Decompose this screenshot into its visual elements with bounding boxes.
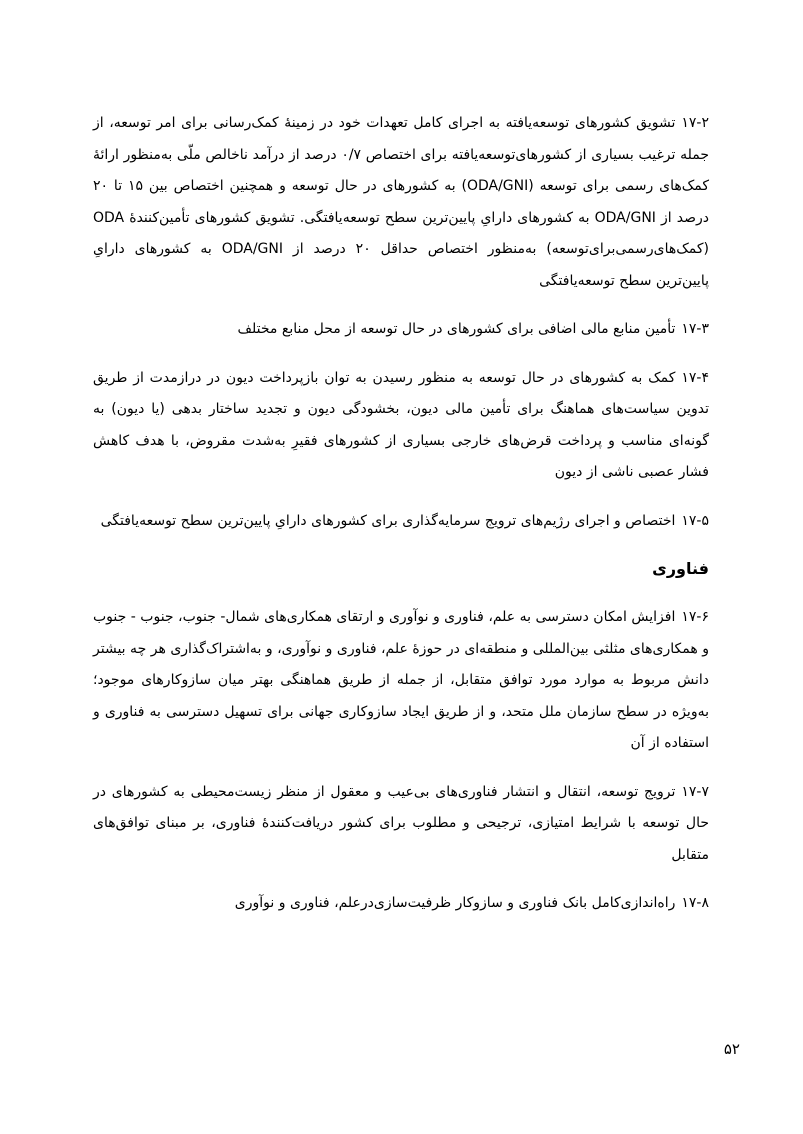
paragraph-17-2: [93, 108, 709, 297]
paragraph-17-4: [93, 363, 709, 489]
paragraph-number: ۱۷-۴: [681, 369, 709, 386]
section-heading: فناوری: [652, 559, 709, 578]
paragraph-17-6: [93, 602, 709, 760]
document-body: [93, 108, 709, 937]
paragraph-number: ۱۷-۲: [681, 115, 709, 131]
paragraph-text: افزایش امکان دسترسی به علم، فناوری و نوآوری و ارتقای همکاری‌های شمال- جنوب، جنوب - جنوب و همکاری‌های مثلثی بین‌المللی و منطقه‌ای در حوزهٔ علم، فناوری و نوآوری، و به‌اشتراک‌گذاری هر چه بیشتر دانش مربوط به موارد مورد توافق متقابل، از جمله از طریق هماهنگی بهتر میان سازوکارهای موجود؛ به‌ویژه در سطح سازمان ملل متحد، و از طریق ایجاد سازوکاری جهانی برای تسهیل دسترسی به فناوری و استفاده از آن: [93, 609, 709, 751]
paragraph-17-8: [93, 888, 709, 920]
paragraph-17-7: [93, 777, 709, 872]
paragraph-number: ۱۷-۶: [681, 609, 709, 625]
paragraph-number: ۱۷-۳: [681, 321, 709, 337]
paragraph-text: کمک به کشورهای در حال توسعه به منظور رسیدن به توان بازپرداخت دیون در درازمدت از طریق تدوین سیاست‌های هماهنگ برای تأمین مالی دیون، بخشودگی دیون و تجدید ساختار بدهی (یا دیون) به گونه‌ای مناسب و پرداخت قرض‌های خارجی بسیاری از کشورهای فقیرِ به‌شدت مقروض، با هدف کاهش فشار عصبی ناشی از دیون: [93, 369, 709, 480]
paragraph-number: ۱۷-۵: [681, 512, 709, 529]
paragraph-text: تشویق کشورهای توسعه‌یافته به اجرای کامل تعهدات خود در زمینهٔ کمک‌رسانی برای امر توسعه، از جمله ترغیب بسیاری از کشورهای‌توسعه‌یافته برای اختصاص ۰/۷ درصد از درآمد ناخالص ملّی به‌منظور ارائهٔ کمک‌های رسمی برای توسعه (ODA/GNI) به کشورهای در حال توسعه و همچنین اختصاص بین ۱۵ تا ۲۰ درصد از ODA/GNI به کشورهای دارایِ پایین‌ترین سطح توسعه‌یافتگی. تشویق کشورهای تأمین‌کنندهٔ ODA (کمک‌های‌رسمی‌برای‌توسعه) به‌منظور اختصاص حداقل ۲۰ درصد از ODA/GNI به کشورهای دارایِ پایین‌ترین سطح توسعه‌یافتگی: [93, 115, 709, 289]
paragraph-text: راه‌اندازی‌کامل بانک فناوری و سازوکار ظرفیت‌سازی‌درعلم، فناوری و نوآوری: [234, 895, 676, 911]
paragraph-text: ترویج توسعه، انتقال و انتشار فناوری‌های بی‌عیب و معقول از منظر زیست‌محیطی به کشورهای در حال توسعه با شرایط امتیازی، ترجیحی و مطلوب برای کشور دریافت‌کنندهٔ فناوری، بر مبنای توافق‌های متقابل: [93, 783, 709, 863]
paragraph-text: اختصاص و اجرای رژیم‌های ترویج سرمایه‌گذاری برای کشورهای دارایِ پایین‌ترین سطح توسعه‌یافتگی: [100, 512, 676, 529]
page-number: ۵۲: [723, 1040, 740, 1058]
paragraph-17-5: [93, 506, 709, 538]
paragraph-number: ۱۷-۷: [681, 783, 709, 800]
paragraph-number: ۱۷-۸: [681, 895, 709, 911]
paragraph-17-3: [93, 314, 709, 346]
paragraph-text: تأمین منابع مالی اضافی برای کشورهای در حال توسعه از محل منابع مختلف: [237, 321, 676, 337]
